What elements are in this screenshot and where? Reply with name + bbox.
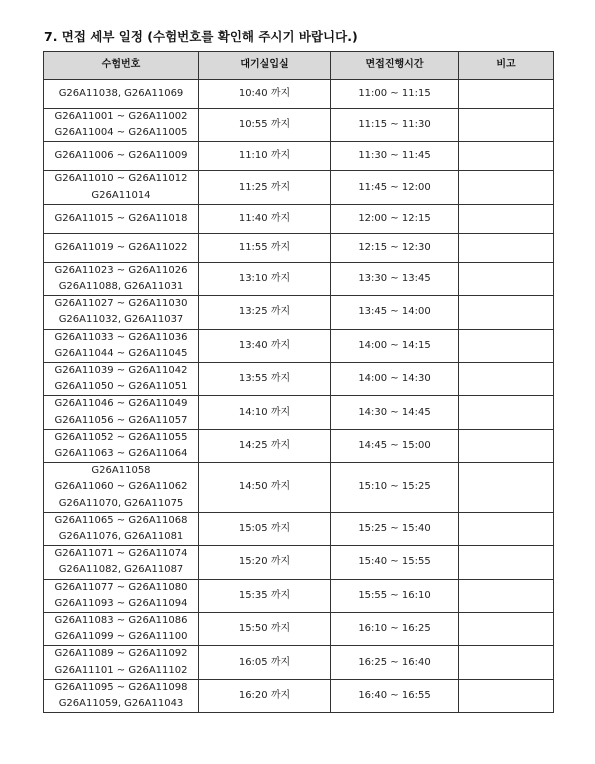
cell-note — [459, 579, 554, 612]
cell-note — [459, 171, 554, 204]
exam-number-line: G26A11038, G26A11069 — [58, 87, 184, 99]
cell-note — [459, 262, 554, 295]
exam-number-line: G26A11014 — [91, 189, 151, 201]
cell-arrival-deadline: 10:40 까지 — [199, 80, 331, 109]
table-row — [44, 363, 554, 396]
cell-note — [459, 233, 554, 262]
table-row — [44, 512, 554, 545]
exam-number-line: G26A11089 ~ G26A11092 — [54, 648, 188, 660]
exam-number-line: G26A11101 ~ G26A11102 — [54, 664, 188, 676]
cell-arrival-deadline: 11:10 까지 — [199, 142, 331, 171]
cell-exam-numbers — [44, 463, 199, 513]
table-row — [44, 171, 554, 204]
cell-exam-numbers — [44, 329, 199, 362]
cell-exam-numbers — [44, 429, 199, 462]
table-row — [44, 646, 554, 679]
cell-arrival-deadline: 13:10 까지 — [199, 262, 331, 295]
cell-interview-time: 15:55 ~ 16:10 — [331, 579, 459, 612]
cell-note — [459, 429, 554, 462]
cell-arrival-deadline: 10:55 까지 — [199, 109, 331, 142]
cell-exam-numbers — [44, 80, 199, 109]
cell-interview-time: 11:00 ~ 11:15 — [331, 80, 459, 109]
cell-exam-numbers — [44, 613, 199, 646]
cell-interview-time: 16:10 ~ 16:25 — [331, 613, 459, 646]
exam-number-line: G26A11060 ~ G26A11062 — [54, 481, 188, 493]
cell-exam-numbers — [44, 142, 199, 171]
cell-note — [459, 142, 554, 171]
table-row — [44, 579, 554, 612]
table-row — [44, 546, 554, 579]
cell-interview-time: 16:40 ~ 16:55 — [331, 679, 459, 712]
exam-number-line: G26A11010 ~ G26A11012 — [54, 173, 188, 185]
cell-exam-numbers — [44, 396, 199, 429]
table-row — [44, 296, 554, 329]
exam-number-line: G26A11044 ~ G26A11045 — [54, 347, 188, 359]
cell-interview-time: 13:45 ~ 14:00 — [331, 296, 459, 329]
exam-number-line: G26A11095 ~ G26A11098 — [54, 681, 188, 693]
cell-exam-numbers — [44, 204, 199, 233]
exam-number-line: G26A11059, G26A11043 — [58, 698, 184, 710]
header-note: 비고 — [459, 52, 554, 80]
cell-arrival-deadline: 16:05 까지 — [199, 646, 331, 679]
exam-number-line: G26A11083 ~ G26A11086 — [54, 615, 188, 627]
exam-number-line: G26A11082, G26A11087 — [58, 564, 184, 576]
cell-arrival-deadline: 14:10 까지 — [199, 396, 331, 429]
interview-schedule-table — [43, 51, 554, 713]
exam-number-line: G26A11001 ~ G26A11002 — [54, 111, 188, 122]
cell-note — [459, 296, 554, 329]
cell-note — [459, 204, 554, 233]
exam-number-line: G26A11032, G26A11037 — [58, 314, 184, 326]
cell-arrival-deadline: 14:25 까지 — [199, 429, 331, 462]
table-row — [44, 396, 554, 429]
cell-interview-time: 11:30 ~ 11:45 — [331, 142, 459, 171]
cell-note — [459, 396, 554, 429]
exam-number-line: G26A11052 ~ G26A11055 — [54, 431, 188, 443]
cell-interview-time: 15:25 ~ 15:40 — [331, 512, 459, 545]
exam-number-line: G26A11071 ~ G26A11074 — [54, 548, 188, 560]
exam-number-line: G26A11019 ~ G26A11022 — [54, 241, 188, 253]
exam-number-line: G26A11023 ~ G26A11026 — [54, 264, 188, 276]
cell-note — [459, 463, 554, 513]
cell-note — [459, 80, 554, 109]
exam-number-line: G26A11088, G26A11031 — [58, 281, 184, 293]
cell-arrival-deadline: 13:25 까지 — [199, 296, 331, 329]
cell-interview-time: 15:40 ~ 15:55 — [331, 546, 459, 579]
table-row — [44, 142, 554, 171]
exam-number-line: G26A11050 ~ G26A11051 — [54, 381, 188, 393]
exam-number-line: G26A11015 ~ G26A11018 — [54, 212, 188, 224]
cell-arrival-deadline: 11:40 까지 — [199, 204, 331, 233]
cell-arrival-deadline: 15:20 까지 — [199, 546, 331, 579]
table-row — [44, 204, 554, 233]
cell-arrival-deadline: 11:25 까지 — [199, 171, 331, 204]
exam-number-line: G26A11058 — [91, 465, 151, 477]
table-row — [44, 329, 554, 362]
exam-number-line: G26A11039 ~ G26A11042 — [54, 365, 188, 377]
exam-number-line: G26A11099 ~ G26A11100 — [54, 631, 188, 643]
table-row — [44, 262, 554, 295]
cell-interview-time: 13:30 ~ 13:45 — [331, 262, 459, 295]
cell-arrival-deadline: 15:05 까지 — [199, 512, 331, 545]
exam-number-line: G26A11093 ~ G26A11094 — [54, 597, 188, 609]
exam-number-line: G26A11046 ~ G26A11049 — [54, 398, 188, 410]
exam-number-line: G26A11065 ~ G26A11068 — [54, 514, 188, 526]
section-title: 7. 면접 세부 일정 (수험번호를 확인해 주시기 바랍니다.) — [44, 29, 358, 44]
cell-exam-numbers — [44, 546, 199, 579]
cell-exam-numbers — [44, 679, 199, 712]
cell-arrival-deadline: 14:50 까지 — [199, 463, 331, 513]
cell-exam-numbers — [44, 109, 199, 142]
cell-note — [459, 363, 554, 396]
exam-number-line: G26A11076, G26A11081 — [58, 531, 184, 543]
table-row — [44, 80, 554, 109]
exam-number-line: G26A11027 ~ G26A11030 — [54, 298, 188, 310]
exam-number-line: G26A11056 ~ G26A11057 — [54, 414, 188, 426]
cell-exam-numbers — [44, 512, 199, 545]
table-header-row — [44, 52, 554, 80]
exam-number-line: G26A11006 ~ G26A11009 — [54, 150, 188, 162]
cell-note — [459, 646, 554, 679]
cell-arrival-deadline: 11:55 까지 — [199, 233, 331, 262]
cell-exam-numbers — [44, 262, 199, 295]
cell-note — [459, 329, 554, 362]
cell-note — [459, 679, 554, 712]
cell-exam-numbers — [44, 296, 199, 329]
cell-interview-time: 12:15 ~ 12:30 — [331, 233, 459, 262]
table-row — [44, 613, 554, 646]
cell-exam-numbers — [44, 646, 199, 679]
cell-arrival-deadline: 13:55 까지 — [199, 363, 331, 396]
cell-exam-numbers — [44, 363, 199, 396]
cell-interview-time: 14:30 ~ 14:45 — [331, 396, 459, 429]
cell-interview-time: 11:45 ~ 12:00 — [331, 171, 459, 204]
table-row — [44, 463, 554, 513]
table-row — [44, 109, 554, 142]
cell-interview-time: 14:00 ~ 14:30 — [331, 363, 459, 396]
header-exam-number: 수험번호 — [44, 52, 199, 80]
table-body — [44, 80, 554, 713]
cell-interview-time: 11:15 ~ 11:30 — [331, 109, 459, 142]
table-row — [44, 679, 554, 712]
exam-number-line: G26A11063 ~ G26A11064 — [54, 448, 188, 460]
cell-interview-time: 14:00 ~ 14:15 — [331, 329, 459, 362]
cell-interview-time: 16:25 ~ 16:40 — [331, 646, 459, 679]
header-waiting-room-arrival: 대기실입실 — [199, 52, 331, 80]
exam-number-line: G26A11033 ~ G26A11036 — [54, 331, 188, 343]
cell-arrival-deadline: 15:50 까지 — [199, 613, 331, 646]
cell-exam-numbers — [44, 579, 199, 612]
cell-interview-time: 15:10 ~ 15:25 — [331, 463, 459, 513]
cell-note — [459, 512, 554, 545]
exam-number-line: G26A11004 ~ G26A11005 — [54, 127, 188, 139]
cell-arrival-deadline: 16:20 까지 — [199, 679, 331, 712]
cell-arrival-deadline: 15:35 까지 — [199, 579, 331, 612]
cell-exam-numbers — [44, 233, 199, 262]
cell-interview-time: 14:45 ~ 15:00 — [331, 429, 459, 462]
cell-exam-numbers — [44, 171, 199, 204]
header-interview-time: 면접진행시간 — [331, 52, 459, 80]
table-row — [44, 233, 554, 262]
cell-note — [459, 546, 554, 579]
cell-arrival-deadline: 13:40 까지 — [199, 329, 331, 362]
exam-number-line: G26A11070, G26A11075 — [58, 497, 184, 509]
cell-note — [459, 613, 554, 646]
cell-interview-time: 12:00 ~ 12:15 — [331, 204, 459, 233]
cell-note — [459, 109, 554, 142]
exam-number-line: G26A11077 ~ G26A11080 — [54, 581, 188, 593]
table-row — [44, 429, 554, 462]
